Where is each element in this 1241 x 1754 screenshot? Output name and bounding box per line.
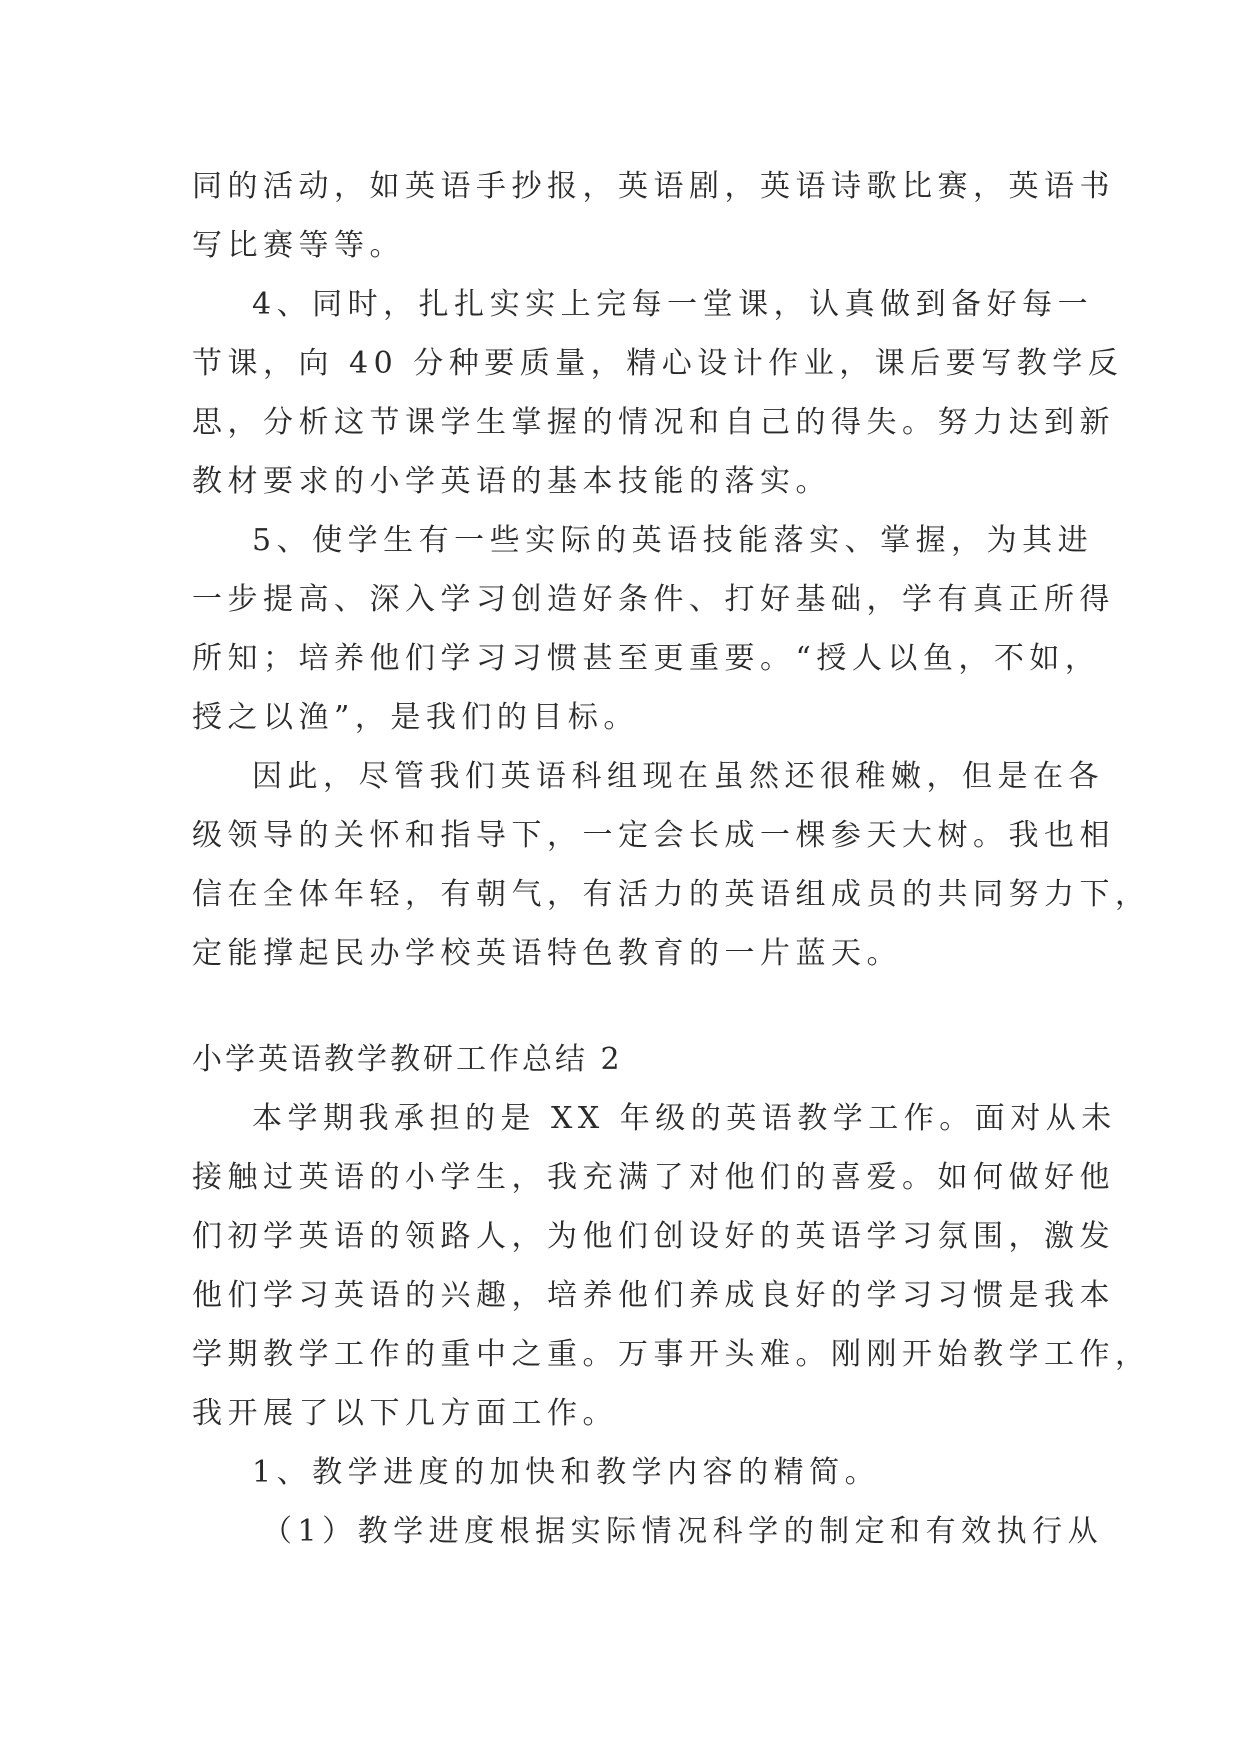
list-item-heading: 1、教学进度的加快和教学内容的精简。 bbox=[252, 1455, 881, 1490]
paragraph-line: 写比赛等等。 bbox=[192, 228, 405, 263]
section-heading: 小学英语教学教研工作总结 2 bbox=[192, 1042, 623, 1077]
paragraph-line: 定能撑起民办学校英语特色教育的一片蓝天。 bbox=[192, 936, 902, 971]
paragraph-line: 同的活动，如英语手抄报，英语剧，英语诗歌比赛，英语书 bbox=[192, 169, 1115, 204]
paragraph-line: 信在全体年轻，有朝气，有活力的英语组成员的共同努力下， bbox=[192, 877, 1151, 912]
paragraph-line: 授之以渔”，是我们的目标。 bbox=[192, 700, 639, 735]
paragraph-line: 接触过英语的小学生，我充满了对他们的喜爱。如何做好他 bbox=[192, 1160, 1115, 1195]
paragraph-line: 教材要求的小学英语的基本技能的落实。 bbox=[192, 464, 831, 499]
paragraph-line: 们初学英语的领路人，为他们创设好的英语学习氛围，激发 bbox=[192, 1219, 1115, 1254]
paragraph-line: 我开展了以下几方面工作。 bbox=[192, 1396, 618, 1431]
paragraph-line: 4、同时，扎扎实实上完每一堂课，认真做到备好每一 bbox=[252, 287, 1094, 322]
paragraph-line: 本学期我承担的是 XX 年级的英语教学工作。面对从未 bbox=[252, 1101, 1117, 1136]
paragraph-line: 因此，尽管我们英语科组现在虽然还很稚嫩，但是在各 bbox=[252, 759, 1104, 794]
paragraph-line: 思，分析这节课学生掌握的情况和自己的得失。努力达到新 bbox=[192, 405, 1115, 440]
paragraph-line: 5、使学生有一些实际的英语技能落实、掌握，为其进 bbox=[252, 523, 1094, 558]
paragraph-line: 学期教学工作的重中之重。万事开头难。刚刚开始教学工作， bbox=[192, 1337, 1151, 1372]
paragraph-line: 他们学习英语的兴趣，培养他们养成良好的学习习惯是我本 bbox=[192, 1278, 1115, 1313]
list-item-subheading: （1）教学进度根据实际情况科学的制定和有效执行从 bbox=[262, 1514, 1104, 1549]
paragraph-line: 一步提高、深入学习创造好条件、打好基础，学有真正所得 bbox=[192, 582, 1115, 617]
paragraph-line: 节课，向 40 分种要质量，精心设计作业，课后要写教学反 bbox=[192, 346, 1124, 381]
paragraph-line: 级领导的关怀和指导下，一定会长成一棵参天大树。我也相 bbox=[192, 818, 1115, 853]
paragraph-line: 所知；培养他们学习习惯甚至更重要。“授人以鱼，不如， bbox=[192, 641, 1101, 676]
